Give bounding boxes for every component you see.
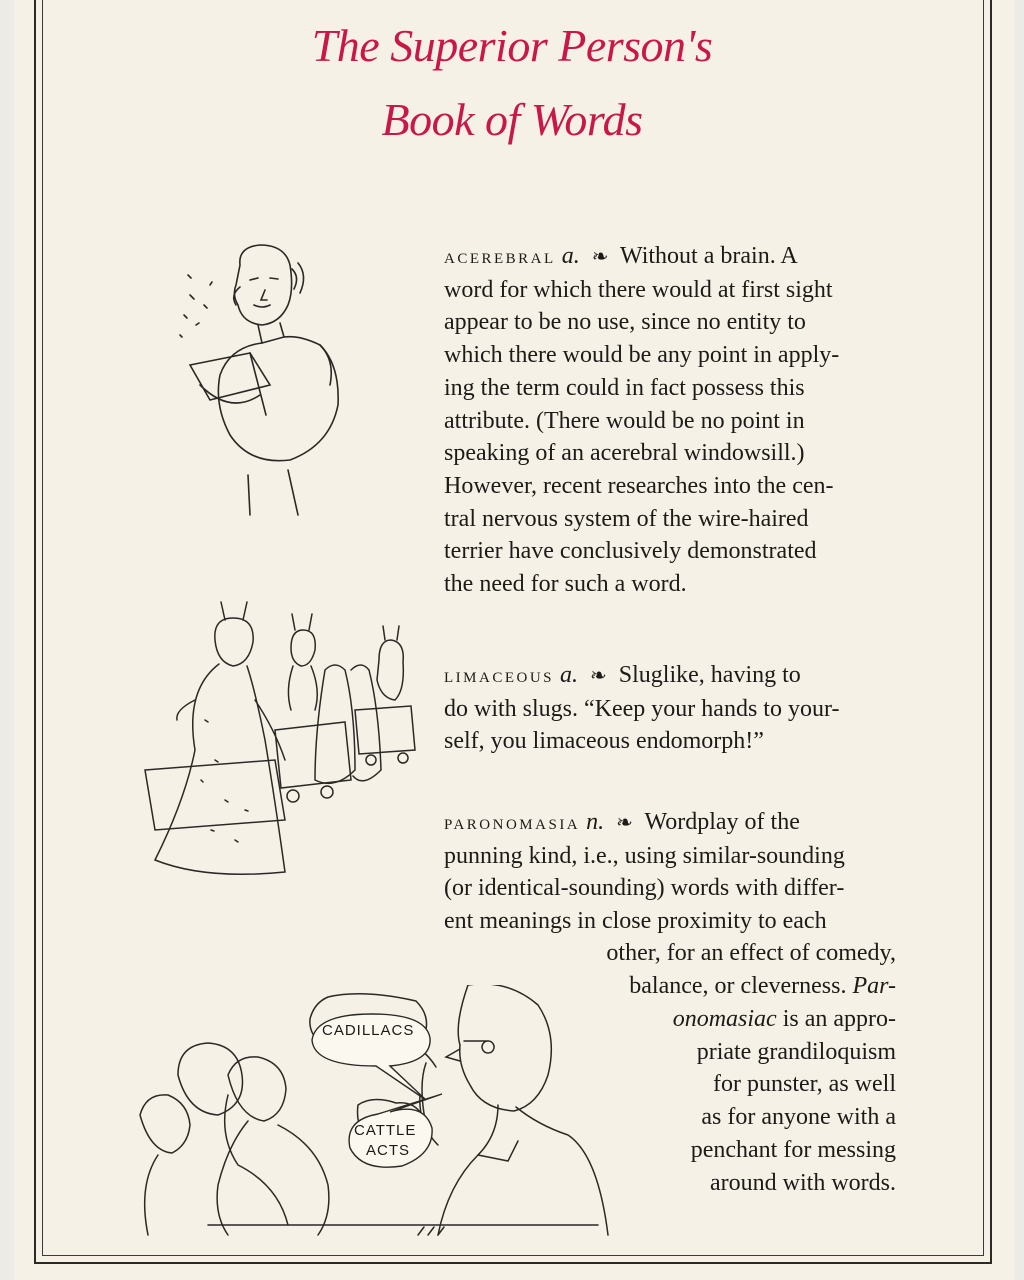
entry-limaceous (444, 659, 896, 758)
limaceous-slug-figures-illustration (115, 600, 425, 890)
definition-line: other, for an effect of comedy, (606, 940, 896, 966)
part-of-speech: a. (561, 243, 580, 269)
headword: acerebral (444, 243, 556, 268)
entry-first-line (444, 659, 896, 693)
definition-line: around with words. (710, 1169, 896, 1196)
definition-line: word for which there would at first sight (444, 276, 833, 303)
definition-text: is an appro- (782, 1006, 896, 1032)
definition-text: Without a brain. A (620, 243, 798, 269)
definition-line: do with slugs. “Keep your hands to your- (444, 695, 840, 722)
definition-line: However, recent researches into the cen- (444, 472, 834, 499)
fleuron-ornament: ❧ (591, 246, 609, 268)
definition-line: tral nervous system of the wire-haired (444, 505, 809, 532)
definition-text: Sluglike, having to (618, 662, 801, 688)
part-of-speech: n. (586, 809, 605, 835)
entry-first-line (444, 240, 896, 274)
book-title-line-1: The Superior Person's (311, 20, 713, 71)
definition-line: ent meanings in close proximity to each (444, 908, 827, 935)
speech-bubble-cadillacs-text: CADILLACS (322, 1022, 415, 1039)
entry-paronomasia-continued (600, 970, 896, 1003)
headword: paronomasia (444, 809, 581, 834)
acerebral-man-illustration (170, 235, 370, 525)
italic-word: Par- (852, 973, 896, 999)
fleuron-ornament: ❧ (616, 812, 633, 834)
definition-line: self, you limaceous endomorph!” (444, 728, 764, 755)
part-of-speech: a. (560, 662, 579, 688)
entry-paronomasia-continued (520, 937, 896, 970)
definition-line: punning kind, i.e., using similar-sounding (444, 842, 845, 869)
entry-first-line (444, 806, 896, 840)
definition-line: the need for such a word. (444, 571, 687, 598)
definition-line: which there would be any point in apply- (444, 342, 840, 369)
italic-word: onomasiac (672, 1006, 777, 1032)
definition-line: for punster, as well (713, 1071, 896, 1098)
headword: limaceous (444, 662, 555, 687)
fleuron-ornament: ❧ (590, 665, 607, 687)
definition-line: penchant for messing (690, 1136, 896, 1163)
definition-line (600, 970, 896, 1003)
definition-line (634, 1003, 896, 1036)
definition-text: Wordplay of the (644, 809, 800, 835)
book-title-line-2: Book of Words (381, 94, 643, 145)
definition-line: appear to be no use, since no entity to (444, 309, 806, 336)
entry-acerebral (444, 240, 896, 601)
speech-bubble-cattle-line-2: ACTS (366, 1142, 411, 1159)
entry-paronomasia-tail (634, 1003, 896, 1199)
definition-line: priate grandiloquism (696, 1038, 896, 1065)
definition-text: balance, or cleverness. (629, 973, 847, 999)
definition-line: ing the term could in fact possess this (444, 374, 805, 401)
entry-paronomasia (444, 806, 896, 938)
definition-line: (or identical-sounding) words with differ- (444, 875, 845, 902)
speech-bubble-cattle-line-1: CATTLE (354, 1122, 417, 1139)
definition-line: speaking of an acerebral windowsill.) (444, 440, 805, 467)
definition-line: attribute. (There would be no point in (444, 407, 805, 434)
definition-line: terrier have conclusively demonstrated (444, 538, 817, 565)
definition-line: as for anyone with a (701, 1104, 896, 1131)
